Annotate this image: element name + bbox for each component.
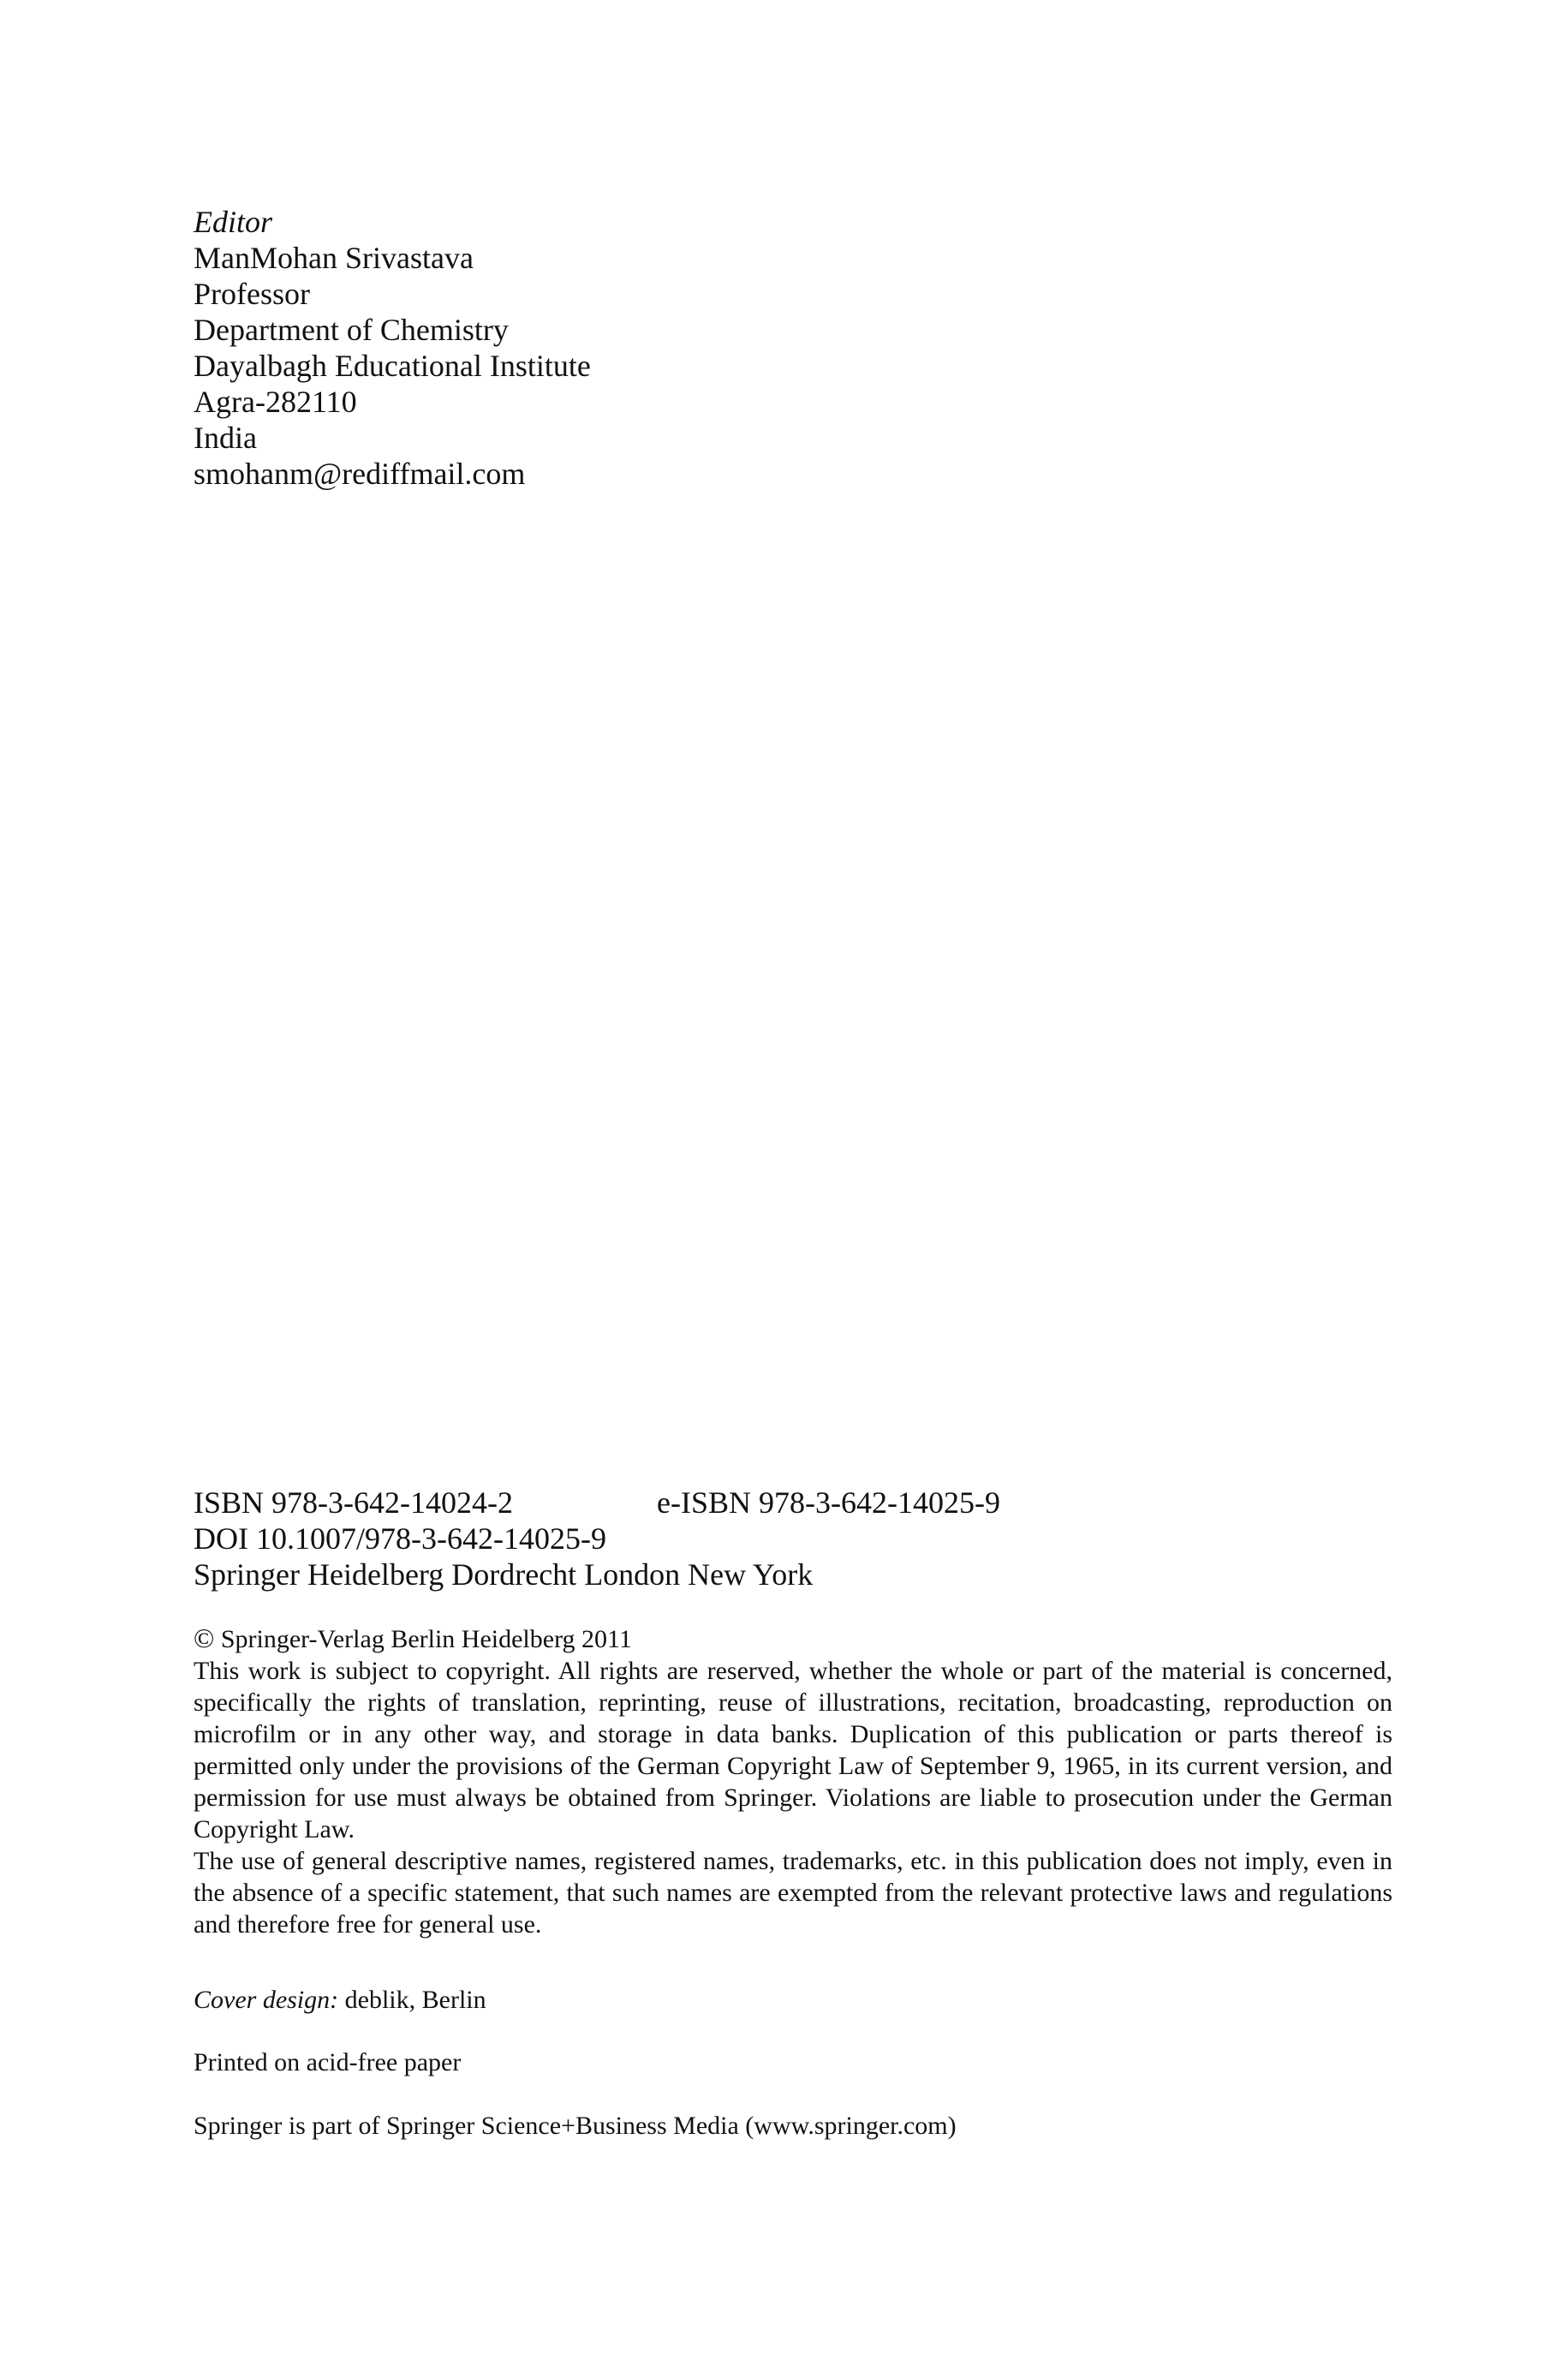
cover-design-value: deblik, Berlin bbox=[344, 1986, 486, 2014]
editor-name: ManMohan Srivastava bbox=[194, 241, 474, 275]
editor-country: India bbox=[194, 421, 257, 455]
editor-email: smohanm@rediffmail.com bbox=[194, 457, 526, 491]
cover-design bbox=[194, 1984, 486, 2016]
copyright-symbol: © bbox=[194, 1622, 215, 1653]
copyright-line bbox=[194, 1622, 1392, 1655]
publisher-locations: Springer Heidelberg Dordrecht London New York bbox=[194, 1557, 814, 1592]
isbn: ISBN 978-3-642-14024-2 bbox=[194, 1485, 513, 1520]
eisbn: e-ISBN 978-3-642-14025-9 bbox=[657, 1485, 1000, 1520]
doi: DOI 10.1007/978-3-642-14025-9 bbox=[194, 1521, 606, 1556]
cover-design-label: Cover design: bbox=[194, 1986, 339, 2014]
editor-city: Agra-282110 bbox=[194, 385, 357, 419]
copyright-notice: This work is subject to copyright. All rights are reserved, whether the whole or part of the material is concerned, specifically the rights of translation, reprinting, reuse of illustrations, recitation, broadcasting, reproduction on microfilm or in any other way, and storage in data banks. Duplication of this publication or parts thereof is permitted only under the provisions of the German Copyright Law of September 9, 1965, in its current version, and permission for use must always be obtained from Springer. Violations are liable to prosecution under the German Copyright Law. bbox=[194, 1657, 1392, 1843]
springer-note: Springer is part of Springer Science+Business Media (www.springer.com) bbox=[194, 2112, 957, 2140]
publication-info bbox=[194, 1485, 1000, 1592]
editor-department: Department of Chemistry bbox=[194, 313, 509, 347]
editor-label: Editor bbox=[194, 205, 273, 239]
copyright-holder: Springer-Verlag Berlin Heidelberg 2011 bbox=[220, 1625, 632, 1653]
isbn-row bbox=[194, 1485, 1000, 1521]
trademark-notice: The use of general descriptive names, registered names, trademarks, etc. in this publication does not imply, even in the absence of a specific statement, that such names are exempted from the relevant protective laws and regulations and therefore free for general use. bbox=[194, 1847, 1392, 1939]
printed-note: Printed on acid-free paper bbox=[194, 2048, 462, 2076]
legal-notice bbox=[194, 1622, 1392, 1940]
editor-info bbox=[194, 204, 591, 492]
editor-institute: Dayalbagh Educational Institute bbox=[194, 349, 591, 383]
editor-title: Professor bbox=[194, 277, 310, 311]
